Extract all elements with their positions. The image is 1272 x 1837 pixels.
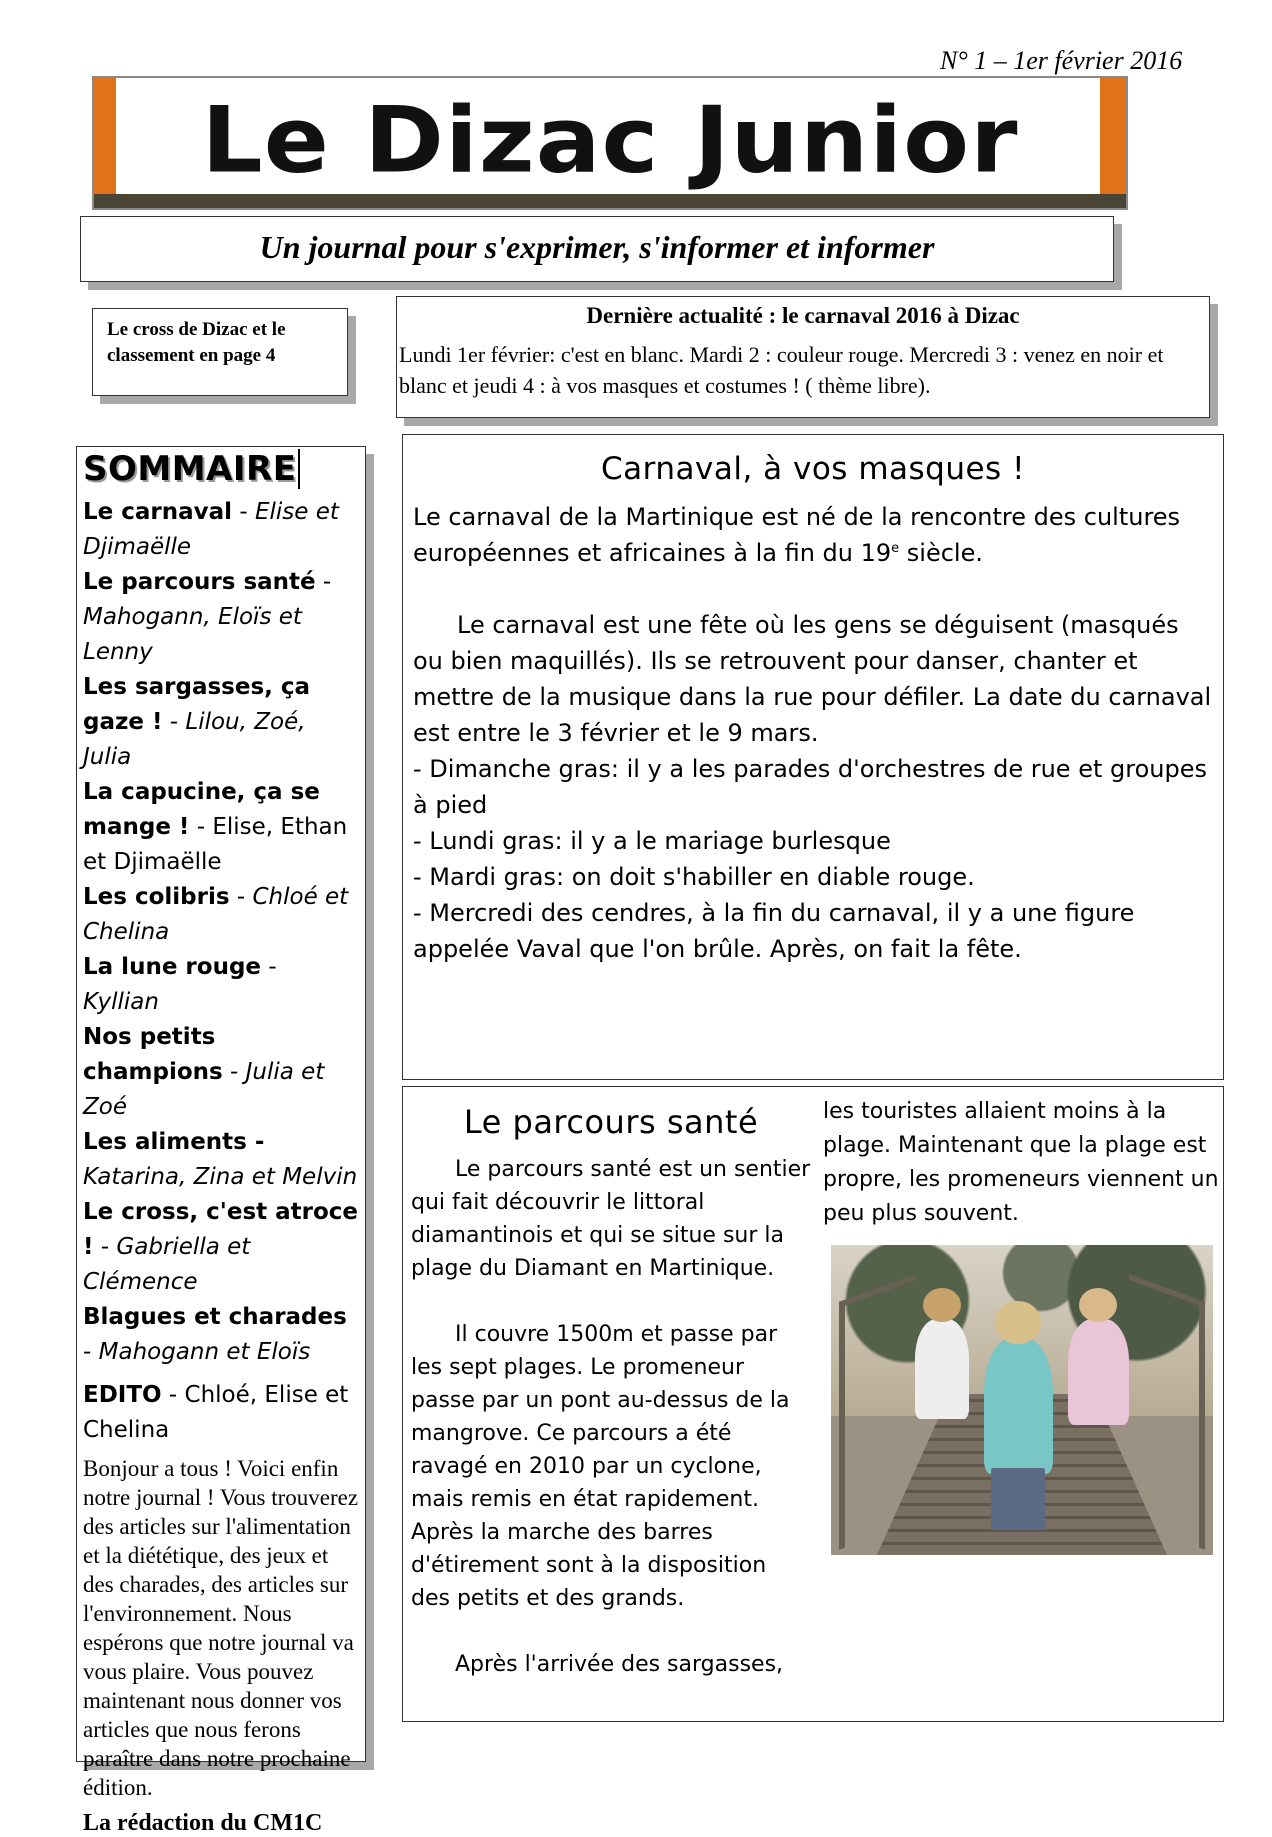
parcours-article [402,1086,1224,1722]
masthead-underline [94,194,1126,208]
toc-entry-separator: - [229,884,253,910]
toc-entry-title: La lune rouge [83,954,262,980]
toc-entry-title: Les sargasses, ça gaze ! [83,674,311,735]
toc-entry [83,1378,359,1448]
cross-teaser-line2: classement en page 4 [107,345,276,366]
issue-date: N° 1 – 1er février 2016 [940,46,1183,75]
latest-news-body: Lundi 1er février: c'est en blanc. Mardi 2 : couleur rouge. Mercredi 3 : venez en noir et blanc et jeudi 4 : à vos masques et costumes ! ( thème libre). [399,342,1164,398]
carnaval-item: - Mercredi des cendres, à la fin du carnaval, il y a une figure appelée Vaval que l'on brûle. Après, on fait la fête. [413,899,1135,963]
newspaper-title: Le Dizac Junior [201,86,1019,194]
toc-entry [83,1195,359,1300]
masthead [92,76,1128,210]
toc-entry-authors: Mahogann et Eloïs [98,1339,311,1365]
toc-entry-title: Les colibris [83,884,230,910]
toc-entry [83,1300,359,1370]
toc-entry-title: Nos petits champions [83,1024,223,1085]
toc-entry-title: Les aliments - [83,1129,265,1155]
toc-entry [83,775,359,880]
cross-teaser-box [92,308,348,396]
carnaval-spacer [413,571,1213,607]
carnaval-body [413,499,1213,967]
toc-entry-title: Le cross, c'est atroce ! [83,1199,359,1260]
tagline: Un journal pour s'exprimer, s'informer et informer [80,216,1114,282]
carnaval-paragraph-2: Le carnaval est une fête où les gens se déguisent (masqués ou bien maquillés). Ils se retrouvent pour danser, chanter et mettre de la musique dans la rue pour défiler. La date du carnaval est entre le 3 février et le 9 mars. [413,611,1212,747]
toc-entry-separator: - [232,499,255,525]
toc-entry [83,1125,359,1195]
toc-entry-separator: - [93,1234,117,1260]
toc-entry-authors: Chloé, Elise et Chelina [83,1382,349,1443]
latest-news-box [396,296,1210,418]
toc-entry [83,495,359,565]
toc-entry-authors: Julia et Zoé [83,1059,325,1120]
parcours-paragraph-4: Après l'arrivée des sargasses, [455,1652,784,1677]
toc-entry-separator: - [161,1382,185,1408]
children-on-bridge-photo [831,1245,1213,1555]
toc-entry-title: La capucine, ça se mange ! [83,779,320,840]
cross-teaser-line1: Le cross de Dizac et le [107,319,286,340]
toc-entry-authors: Katarina, Zina et Melvin [83,1164,358,1190]
toc-entry [83,950,359,1020]
toc-entry-authors: Chloé et Chelina [83,884,349,945]
toc-entry-separator: - [222,1059,246,1085]
carnaval-article [402,434,1224,1080]
edito-signature: La rédaction du CM1C [83,1810,323,1836]
parcours-column-1 [411,1095,811,1681]
toc-entry-title: Le carnaval [83,499,233,525]
parcours-paragraph-3: Après la marche des barres d'étirement sont à la disposition des petits et des grands. [411,1520,767,1611]
toc-entry-separator: - [162,709,186,735]
toc-entry-authors: Lilou, Zoé, Julia [83,709,306,770]
carnaval-item: - Mardi gras: on doit s'habiller en diable rouge. [413,863,975,891]
edito-text: Bonjour a tous ! Voici enfin notre journal ! Vous trouverez des articles sur l'alimentation et la diététique, des jeux et des charades, des articles sur l'environnement. Nous espérons que notre journal va vous plaire. Vous pouvez maintenant nous donner vos articles que nous ferons paraître dans notre prochaine édition. [83,1456,359,1800]
carnaval-intro: Le carnaval de la Martinique est né de la rencontre des cultures européennes et africaines à la fin du 19e siècle. [413,503,1181,567]
toc-entry [83,670,359,775]
table-of-contents [76,446,366,1836]
toc-entry-title: Le parcours santé [83,569,316,595]
toc-entry [83,880,359,950]
toc-heading: SOMMAIRE [83,449,300,489]
parcours-title: Le parcours santé [463,1103,759,1141]
toc-entry-authors: Kyllian [83,989,159,1015]
toc-entry-authors: Gabriella et Clémence [83,1234,251,1295]
carnaval-item: - Lundi gras: il y a le mariage burlesque [413,827,891,855]
toc-entry-separator: - [83,1339,99,1365]
toc-entry [83,1020,359,1125]
toc-entry-authors: Mahogann, Eloïs et Lenny [83,604,302,665]
toc-entry-separator: - [189,814,213,840]
latest-news-heading: Dernière actualité : le carnaval 2016 à Dizac [586,303,1020,328]
parcours-paragraph-2: Il couvre 1500m et passe par les sept plages. Le promeneur passe par un pont au-dessus de la mangrove. Ce parcours a été ravagé en 2010 par un cyclone, mais remis en état rapidement. [411,1322,790,1512]
toc-entry-title: EDITO [83,1382,162,1408]
toc-entry-authors: Elise, Ethan et Djimaëlle [83,814,348,875]
parcours-column-2: les touristes allaient moins à la plage. Maintenant que la plage est propre, les promeneurs viennent un peu plus souvent. [823,1099,1219,1226]
parcours-paragraph-1: Le parcours santé est un sentier qui fait découvrir le littoral diamantinois et qui se situe sur la plage du Diamant en Martinique. [411,1157,811,1281]
toc-entry-title: Blagues et charades [83,1304,347,1330]
carnaval-item: - Dimanche gras: il y a les parades d'orchestres de rue et groupes à pied [413,755,1207,819]
carnaval-title: Carnaval, à vos masques ! [601,451,1025,487]
parcours-body [411,1153,811,1681]
toc-entry-separator: - [315,569,332,595]
toc-entry-authors: Elise et Djimaëlle [83,499,339,560]
toc-entry-separator: - [261,954,277,980]
toc-entry [83,565,359,670]
toc-entries [83,495,359,1448]
